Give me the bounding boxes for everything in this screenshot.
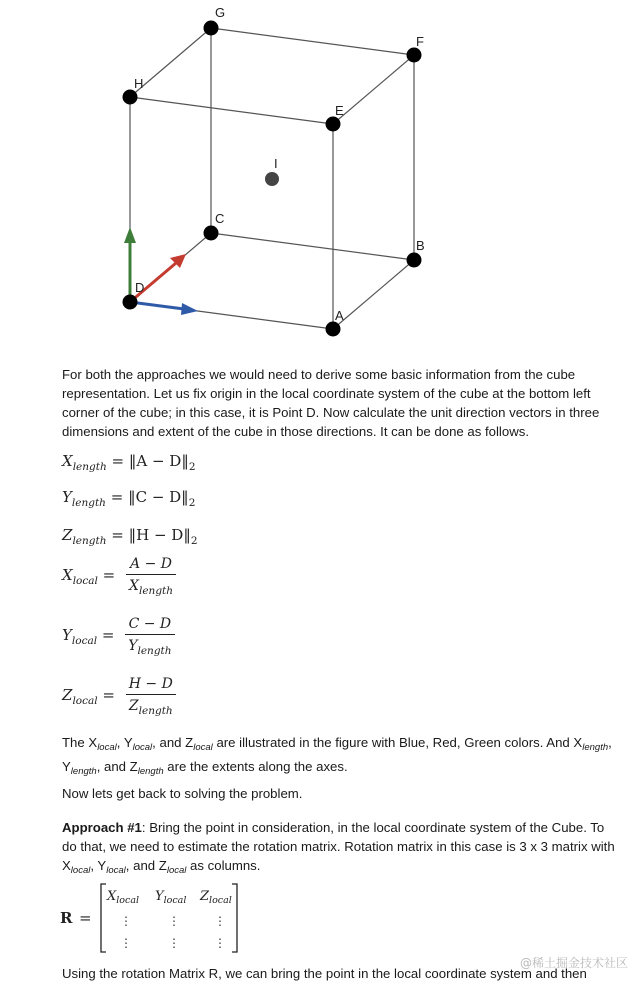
matrix-cell-dots: ⋮ (120, 914, 132, 928)
vertex-A (326, 322, 341, 337)
eq-y-local-lhs-sub: local (71, 635, 98, 647)
matrix-equals: = (79, 909, 92, 927)
eq-x-local-denominator: $X_{length}$ (126, 574, 176, 597)
eq-x-length-lhs-sub: length (72, 461, 107, 473)
vertex-F (407, 48, 422, 63)
matrix-header-y: $Y_{local}$ (155, 889, 187, 906)
eq-z-local-equals: = (102, 686, 115, 704)
matrix-cell-dots: ⋮ (214, 936, 226, 950)
vertex-D (123, 295, 138, 310)
eq-x-local-fraction (126, 556, 176, 597)
matrix-header-z: $Z_{local}$ (200, 889, 232, 906)
vertex-G (204, 21, 219, 36)
eq-x-local-numerator: A − D (130, 556, 172, 572)
eq-y-local-lhs: Y (62, 626, 72, 644)
center-point-I (265, 172, 279, 186)
matrix-cell-dots: ⋮ (168, 936, 180, 950)
eq-z-length-rhs: = ‖H − D‖ (111, 526, 191, 544)
label-G: G (215, 5, 226, 20)
matrix-cell-dots: ⋮ (168, 914, 180, 928)
equation-x-local (62, 556, 176, 597)
label-A: A (335, 308, 344, 323)
label-D: D (135, 280, 145, 295)
eq-x-length-rhs: = ‖A − D‖ (111, 452, 189, 470)
equation-y-local (62, 616, 175, 657)
eq-y-length-lhs-sub: length (71, 497, 106, 509)
cube-figure (0, 0, 640, 350)
vertex-E (326, 117, 341, 132)
x-axis-arrow (130, 302, 184, 309)
edge-A-B (333, 260, 414, 329)
matrix-right-bracket (232, 884, 237, 952)
label-B: B (416, 238, 425, 253)
equation-z-length (62, 526, 198, 547)
x-axis-arrowhead (181, 303, 198, 315)
label-I: I (274, 156, 278, 171)
eq-x-local-lhs-sub: local (72, 575, 98, 587)
matrix-header-x: $X_{local}$ (107, 889, 140, 906)
matrix-name: R (60, 909, 73, 927)
axes-description-paragraph: The $X_{local}$, $Y_{local}$, and $Z_{local}$ are illustrated in the figure with Blue, Red, Green colors. And $X_{length}$, $Y_{length}$, and $Z_{length}$ are the extents along the axes. (62, 735, 612, 777)
eq-x-length-lhs: X (62, 452, 73, 470)
eq-y-local-fraction (125, 616, 174, 657)
label-C: C (215, 211, 225, 226)
vertex-H (123, 90, 138, 105)
label-H: H (134, 76, 144, 91)
transition-paragraph: Now lets get back to solving the problem. (62, 786, 303, 801)
equation-z-local (62, 676, 176, 717)
eq-z-local-numerator: H − D (128, 676, 173, 692)
equation-x-length (62, 452, 196, 473)
eq-x-length-rhs-sub: 2 (188, 461, 196, 473)
vertex-B (407, 253, 422, 268)
edge-B-C (211, 233, 414, 260)
label-F: F (416, 34, 424, 49)
watermark: @稀土掘金技术社区 (519, 956, 628, 970)
vertex-labels (134, 5, 425, 323)
approach-1-heading: Approach #1 (62, 820, 142, 835)
rotation-matrix (60, 880, 260, 956)
matrix-cell-dots: ⋮ (214, 914, 226, 928)
eq-z-local-denominator: $Z_{length}$ (126, 694, 176, 717)
eq-z-local-lhs: Z (62, 686, 73, 704)
z-axis-arrowhead (124, 227, 136, 243)
label-E: E (335, 103, 344, 118)
eq-z-local-lhs-sub: local (72, 695, 98, 707)
eq-y-local-equals: = (101, 626, 115, 644)
eq-y-length-rhs-sub: 2 (188, 497, 196, 509)
eq-z-local-fraction (126, 676, 176, 717)
eq-y-length-lhs: Y (62, 488, 72, 506)
matrix-left-bracket (101, 884, 106, 952)
edge-H-E (130, 97, 333, 124)
matrix-cell-dots: ⋮ (120, 936, 132, 950)
eq-y-length-rhs: = ‖C − D‖ (110, 488, 189, 506)
eq-z-length-lhs: Z (62, 526, 73, 544)
eq-y-local-denominator: $Y_{length}$ (125, 634, 174, 657)
approach-1-paragraph: Approach #1: Bring the point in consideration, in the local coordinate system of the Cube. To do that, we need to estimate the rotation matrix. Rotation matrix in this case is 3 x 3 matrix with $X_{local}$, $Y_{local}$, and $Z_{local}$ as columns. (62, 820, 615, 876)
intro-paragraph: For both the approaches we would need to derive some basic information from the cube representation. Let us fix origin in the local coordinate system of the cube at the bottom left corner of the cube; in this case, it is Point D. Now calculate the unit direction vectors in three dimensions and extent of the cube in those directions. It can be done as follows. (62, 367, 600, 439)
vertex-C (204, 226, 219, 241)
eq-x-local-lhs: X (62, 566, 73, 584)
eq-z-length-lhs-sub: length (72, 535, 107, 547)
eq-y-local-numerator: C − D (128, 616, 172, 632)
cutoff-paragraph: Using the rotation Matrix R, we can bring the point in the local coordinate system and then (62, 966, 587, 981)
edge-F-G (211, 28, 414, 55)
edge-E-F (333, 55, 414, 124)
equation-y-length (62, 488, 195, 509)
eq-x-local-equals: = (102, 566, 116, 584)
eq-z-length-rhs-sub: 2 (190, 535, 198, 547)
